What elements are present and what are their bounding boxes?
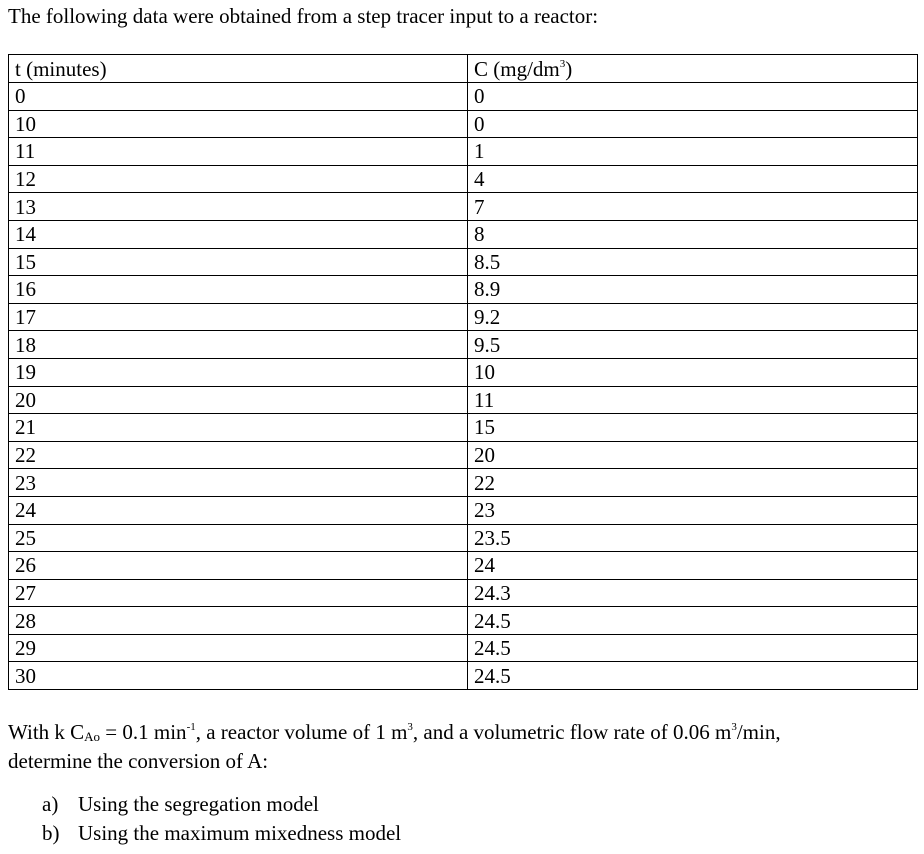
table-row (9, 358, 918, 386)
table-header-row (9, 55, 918, 83)
cell-concentration: 11 (468, 386, 918, 414)
cell-time: 17 (9, 303, 468, 331)
intro-text: The following data were obtained from a step tracer input to a reactor: (8, 4, 599, 28)
question-superscript-3a: 3 (407, 721, 413, 733)
cell-time: 16 (9, 276, 468, 304)
part-item-b (42, 819, 401, 848)
table-row (9, 552, 918, 580)
cell-time: 24 (9, 496, 468, 524)
header-concentration-text: C (mg/dm (474, 56, 560, 81)
header-concentration-close: ) (565, 56, 573, 81)
table-row (9, 193, 918, 221)
cell-time: 18 (9, 331, 468, 359)
part-marker-b: b) (42, 821, 60, 845)
table-row (9, 579, 918, 607)
cell-concentration: 24 (468, 552, 918, 580)
cell-concentration: 10 (468, 358, 918, 386)
cell-concentration: 23 (468, 496, 918, 524)
table-row (9, 138, 918, 166)
table-row (9, 496, 918, 524)
cell-concentration: 8 (468, 220, 918, 248)
cell-concentration: 9.5 (468, 331, 918, 359)
cell-concentration: 8.5 (468, 248, 918, 276)
cell-time: 15 (9, 248, 468, 276)
cell-concentration: 0 (468, 110, 918, 138)
cell-time: 26 (9, 552, 468, 580)
cell-concentration: 1 (468, 138, 918, 166)
header-time: t (minutes) (9, 55, 468, 83)
cell-concentration: 23.5 (468, 524, 918, 552)
question-part-4: , and a volumetric flow rate of 0.06 m (412, 720, 732, 744)
part-item-a (42, 790, 401, 819)
cell-time: 11 (9, 138, 468, 166)
cell-concentration: 9.2 (468, 303, 918, 331)
table-row (9, 303, 918, 331)
table-row (9, 110, 918, 138)
cell-concentration: 7 (468, 193, 918, 221)
table-row (9, 469, 918, 497)
tracer-data-table (8, 54, 918, 690)
table-row (9, 386, 918, 414)
question-parts-list (42, 790, 401, 848)
table-row (9, 441, 918, 469)
table-body (9, 83, 918, 690)
cell-concentration: 0 (468, 83, 918, 111)
question-superscript-3b: 3 (731, 721, 737, 733)
table-row (9, 165, 918, 193)
part-text-a: Using the segregation model (78, 792, 319, 816)
cell-time: 0 (9, 83, 468, 111)
cell-concentration: 15 (468, 414, 918, 442)
cell-time: 14 (9, 220, 468, 248)
header-concentration-exponent: 3 (559, 57, 566, 70)
question-part-2: = 0.1 min (100, 720, 187, 744)
cell-concentration: 24.5 (468, 607, 918, 635)
cell-time: 20 (9, 386, 468, 414)
question-text (8, 718, 908, 776)
table-row (9, 248, 918, 276)
table-row (9, 662, 918, 690)
cell-time: 30 (9, 662, 468, 690)
question-part-1: With k C (8, 720, 85, 744)
table-row (9, 83, 918, 111)
cell-time: 10 (9, 110, 468, 138)
cell-concentration: 24.5 (468, 662, 918, 690)
header-concentration (468, 55, 918, 83)
cell-time: 28 (9, 607, 468, 635)
question-superscript-neg1: -1 (186, 721, 196, 733)
cell-concentration: 8.9 (468, 276, 918, 304)
cell-concentration: 22 (468, 469, 918, 497)
table-row (9, 331, 918, 359)
table-row (9, 276, 918, 304)
cell-time: 13 (9, 193, 468, 221)
part-marker-a: a) (42, 792, 59, 816)
cell-concentration: 24.3 (468, 579, 918, 607)
cell-time: 12 (9, 165, 468, 193)
cell-concentration: 4 (468, 165, 918, 193)
table-row (9, 220, 918, 248)
cell-concentration: 24.5 (468, 634, 918, 662)
cell-concentration: 20 (468, 441, 918, 469)
cell-time: 29 (9, 634, 468, 662)
cell-time: 25 (9, 524, 468, 552)
part-text-b: Using the maximum mixedness model (78, 821, 402, 845)
cell-time: 27 (9, 579, 468, 607)
cell-time: 21 (9, 414, 468, 442)
question-part-3: , a reactor volume of 1 m (195, 720, 408, 744)
question-subscript-ao: Ao (84, 729, 101, 744)
table-row (9, 634, 918, 662)
question-line-2: determine the conversion of A: (8, 749, 269, 773)
cell-time: 23 (9, 469, 468, 497)
table-row (9, 524, 918, 552)
question-part-5: /min, (736, 720, 781, 744)
table-row (9, 607, 918, 635)
cell-time: 22 (9, 441, 468, 469)
cell-time: 19 (9, 358, 468, 386)
table-row (9, 414, 918, 442)
